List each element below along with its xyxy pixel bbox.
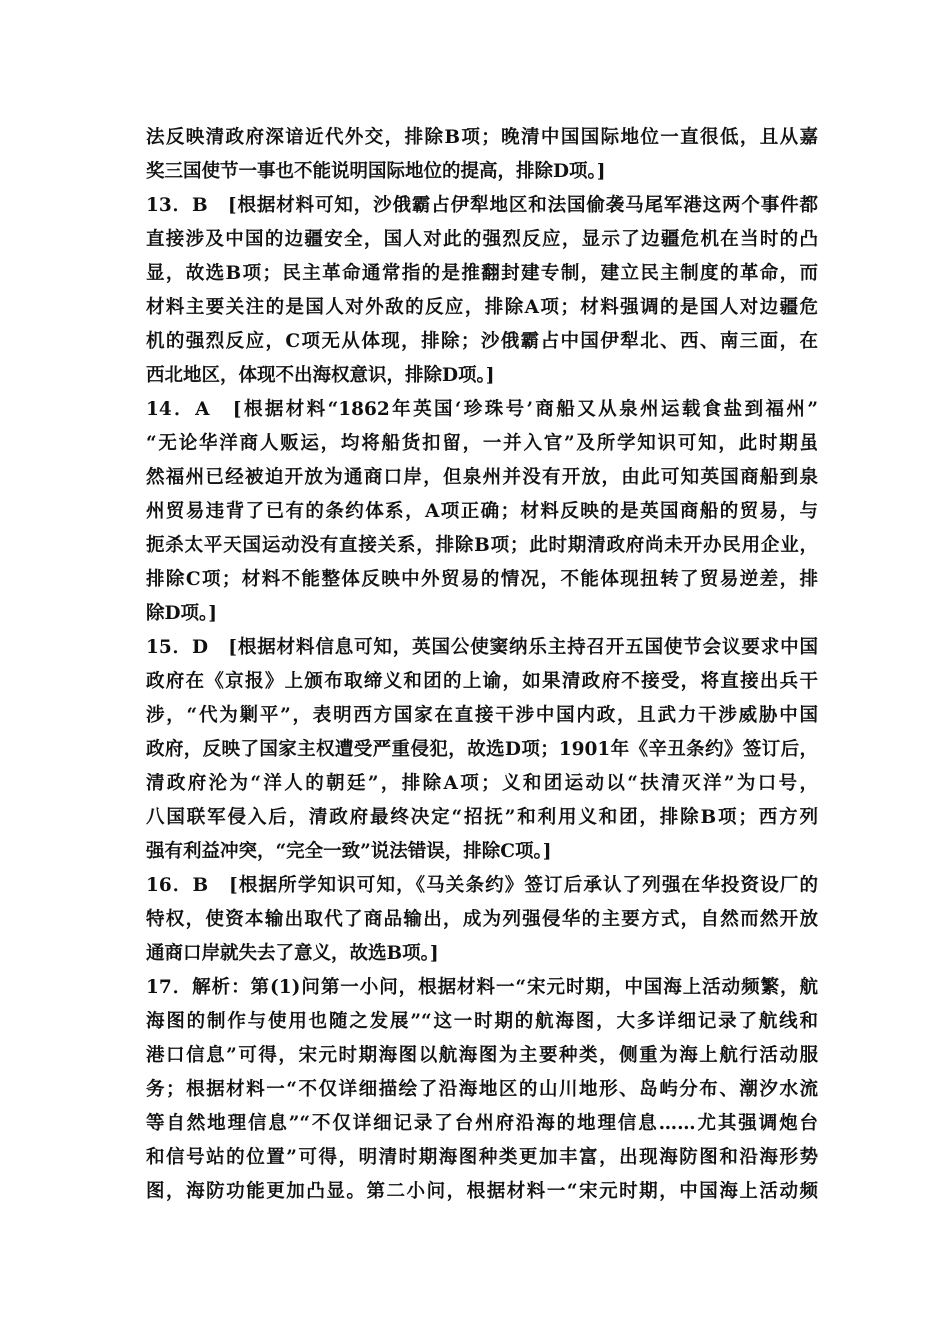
text-line: 13．B [根据材料可知，沙俄霸占伊犁地区和法国偷袭马尾军港这两个事件都 <box>146 195 818 216</box>
text-line: 14．A [根据材料“1862年英国‘珍珠号’商船又从泉州运载食盐到福州” <box>146 399 818 420</box>
text-line: 港口信息”可得，宋元时期海图以航海图为主要种类，侧重为海上航行活动服 <box>146 1045 818 1066</box>
text-line: 直接涉及中国的边疆安全，国人对此的强烈反应，显示了边疆危机在当时的凸 <box>146 229 818 250</box>
text-line: 特权，使资本输出取代了商品输出，成为列强侵华的主要方式，自然而然开放 <box>146 909 818 930</box>
text-line: 等自然地理信息”“不仅详细记录了台州府沿海的地理信息……尤其强调炮台 <box>146 1113 818 1134</box>
text-line: 务；根据材料一“不仅详细描绘了沿海地区的山川地形、岛屿分布、潮汐水流 <box>146 1079 818 1100</box>
text-line: 奖三国使节一事也不能说明国际地位的提高，排除D项。] <box>146 161 606 182</box>
text-line: 通商口岸就失去了意义，故选B项。] <box>146 943 439 964</box>
text-line: 海图的制作与使用也随之发展”“这一时期的航海图，大多详细记录了航线和 <box>146 1011 818 1032</box>
text-line: 强有利益冲突，“完全一致”说法错误，排除C项。] <box>146 841 552 862</box>
text-line: 材料主要关注的是国人对外敌的反应，排除A项；材料强调的是国人对边疆危 <box>146 297 818 318</box>
text-line: 政府，反映了国家主权遭受严重侵犯，故选D项；1901年《辛丑条约》签订后， <box>146 739 818 760</box>
text-line: 排除C项；材料不能整体反映中外贸易的情况，不能体现扭转了贸易逆差，排 <box>146 569 818 590</box>
text-line: “无论华洋商人贩运，均将船货扣留，一并入官”及所学知识可知，此时期虽 <box>146 433 818 454</box>
text-line: 显，故选B项；民主革命通常指的是推翻封建专制，建立民主制度的革命，而 <box>146 263 818 284</box>
text-line: 图，海防功能更加凸显。第二小问，根据材料一“宋元时期，中国海上活动频 <box>146 1181 818 1202</box>
text-line: 17．解析：第(1)问第一小问，根据材料一“宋元时期，中国海上活动频繁，航 <box>146 977 818 998</box>
text-line: 和信号站的位置”可得，明清时期海图种类更加丰富，出现海防图和沿海形势 <box>146 1147 818 1168</box>
text-line: 除D项。] <box>146 603 218 624</box>
text-line: 扼杀太平天国运动没有直接关系，排除B项；此时期清政府尚未开办民用企业， <box>146 535 818 556</box>
text-line: 16．B [根据所学知识可知，《马关条约》签订后承认了列强在华投资设厂的 <box>146 875 818 896</box>
text-line: 西北地区，体现不出海权意识，排除D项。] <box>146 365 495 386</box>
text-line: 15．D [根据材料信息可知，英国公使窦纳乐主持召开五国使节会议要求中国 <box>146 637 818 658</box>
text-line: 然福州已经被迫开放为通商口岸，但泉州并没有开放，由此可知英国商船到泉 <box>146 467 818 488</box>
text-line: 机的强烈反应，C项无从体现，排除；沙俄霸占中国伊犁北、西、南三面，在 <box>146 331 818 352</box>
text-line: 政府在《京报》上颁布取缔义和团的上谕，如果清政府不接受，将直接出兵干 <box>146 671 818 692</box>
text-line: 州贸易违背了已有的条约体系，A项正确；材料反映的是英国商船的贸易，与 <box>146 501 818 522</box>
text-line: 清政府沦为“洋人的朝廷”，排除A项；义和团运动以“扶清灭洋”为口号， <box>146 773 818 794</box>
text-line: 法反映清政府深谙近代外交，排除B项；晚清中国国际地位一直很低，且从嘉 <box>146 127 818 148</box>
text-line: 八国联军侵入后，清政府最终决定“招抚”和利用义和团，排除B项；西方列 <box>146 807 818 828</box>
text-line: 涉，“代为剿平”，表明西方国家在直接干涉中国内政，且武力干涉威胁中国 <box>146 705 818 726</box>
